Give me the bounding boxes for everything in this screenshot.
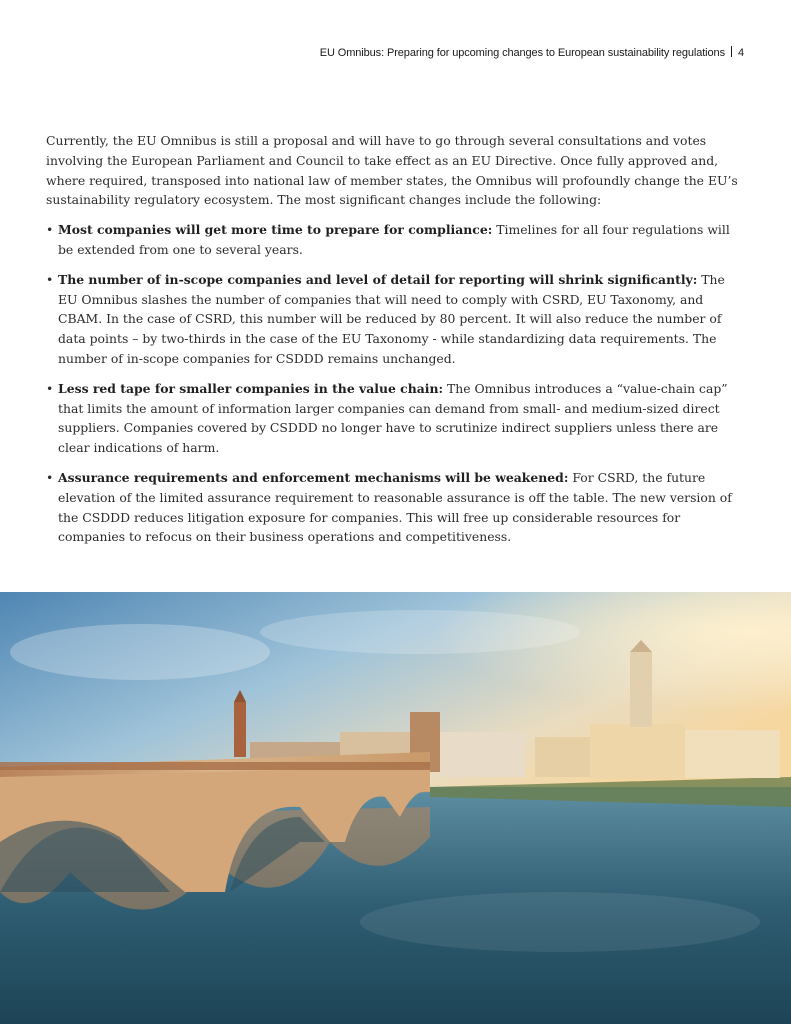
list-item-heading: Assurance requirements and enforcement mechanisms will be weakened: (58, 469, 569, 485)
list-item-heading: The number of in-scope companies and level of detail for reporting will shrink significantly: (58, 271, 698, 287)
building (685, 730, 780, 778)
header-title: EU Omnibus: Preparing for upcoming changes to European sustainability regulations (319, 47, 725, 59)
building (535, 737, 595, 777)
list-item (46, 379, 748, 458)
verona-bridge-photo (0, 592, 791, 1024)
list-item (46, 270, 748, 369)
building (440, 732, 525, 777)
page-number: 4 (737, 47, 744, 59)
bell-tower (630, 652, 652, 727)
list-item-text: For CSRD, the future elevation of the limited assurance requirement to reasonable assurance is off the table. The new version of the CSDDD reduces litigation exposure for companies. This will free up considerable resources for companies to refocus on their business operations and competitiveness. (58, 469, 732, 545)
list-item-text: The Omnibus introduces a “value-chain cap” that limits the amount of information larger companies can demand from small- and medium-sized direct suppliers. Companies covered by CSDDD no longer have to scrutinize indirect suppliers unless there are clear indications of harm. (58, 380, 728, 456)
list-item (46, 468, 748, 547)
cloud (260, 610, 580, 654)
bullet-dot: • (46, 469, 54, 485)
list-item-text: The EU Omnibus slashes the number of companies that will need to comply with CSRD, EU Taxonomy, and CBAM. In the case of CSRD, this number will be reduced by 80 percent. It will also reduce the number of data points – by two-thirds in the case of the EU Taxonomy - while standardizing data requirements. The number of in-scope companies for CSDDD remains unchanged. (58, 271, 725, 366)
list-item-heading: Most companies will get more time to prepare for compliance: (58, 222, 493, 238)
list-item (46, 220, 748, 260)
bullet-dot: • (46, 380, 54, 396)
intro-paragraph: Currently, the EU Omnibus is still a proposal and will have to go through several consultations and votes involving the European Parliament and Council to take effect as an EU Directive. Once fully approved and, where required, transposed into national law of member states, the Omnibus will profoundly change the EU’s sustainability regulatory ecosystem. The most significant changes include the following: (46, 133, 738, 208)
bridge-parapet (0, 762, 430, 770)
water-glare (360, 892, 760, 952)
cloud (10, 624, 270, 680)
photo-illustration (0, 592, 791, 1024)
article-body (46, 131, 748, 557)
list-item-heading: Less red tape for smaller companies in the value chain: (58, 380, 444, 396)
running-header (320, 46, 744, 59)
bullet-dot: • (46, 222, 54, 238)
list-item-text: Timelines for all four regulations will be extended from one to several years. (58, 222, 730, 257)
building (590, 724, 685, 779)
changes-list (46, 220, 748, 547)
bullet-dot: • (46, 271, 54, 287)
header-divider (731, 46, 732, 57)
distant-tower (234, 702, 246, 757)
